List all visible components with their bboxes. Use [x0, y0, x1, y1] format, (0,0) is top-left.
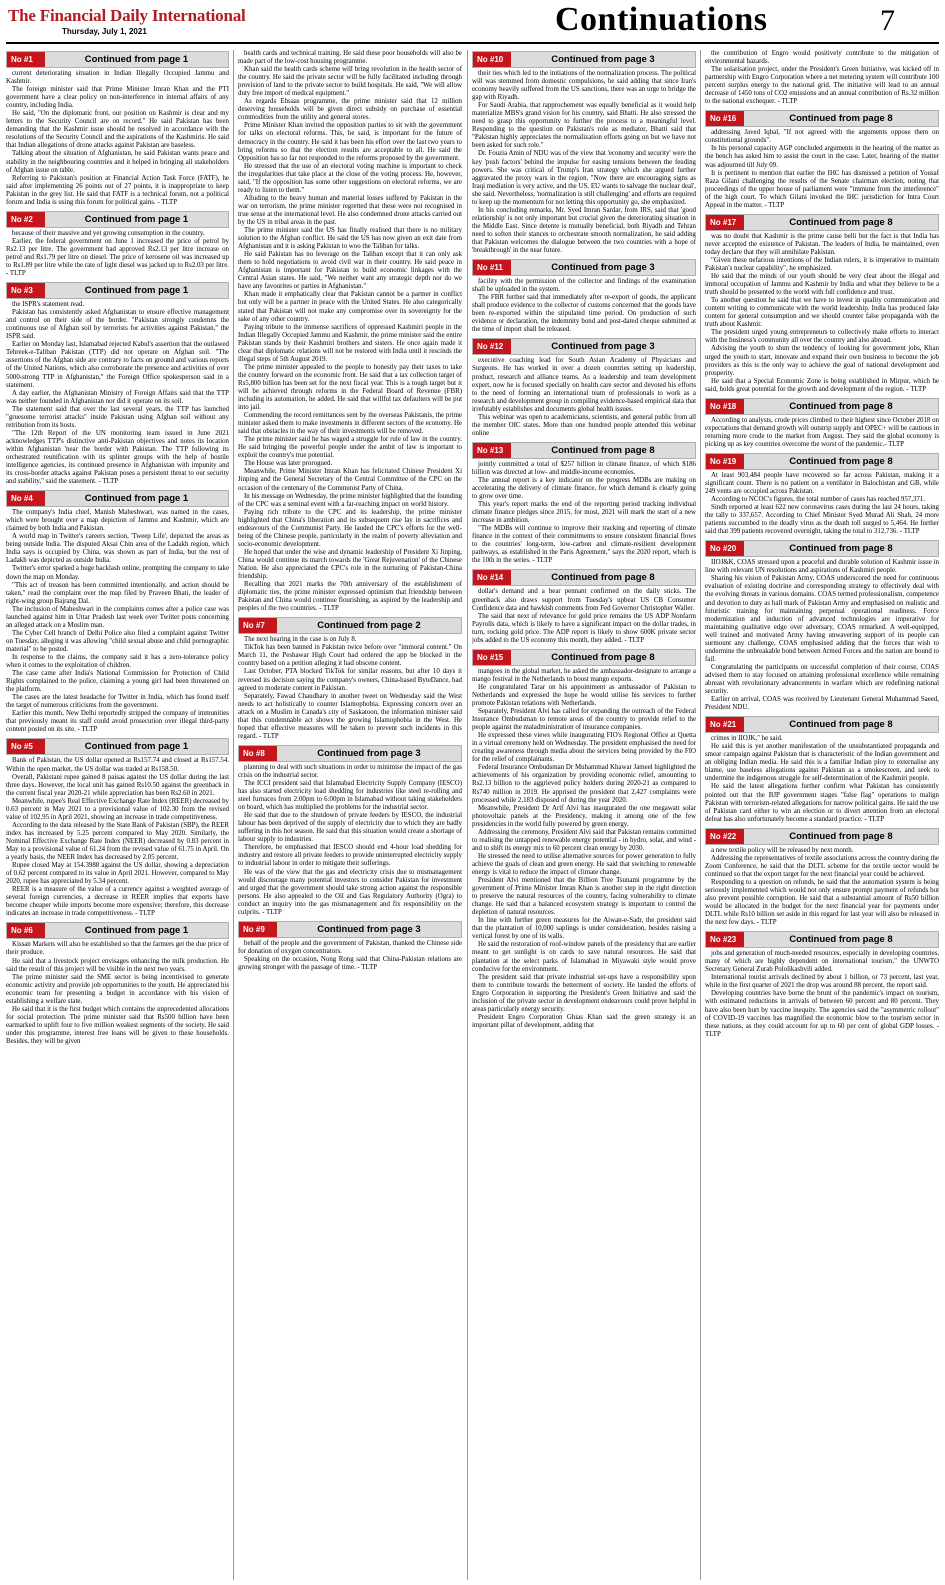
article-paragraph: Congratulating the participants on successful completion of their course, COAS advised them to stay focused on attaining professional excellence while remaining abreast with revolutionary advancements in warfare which are redefining national security.	[705, 663, 939, 696]
article-paragraph: dollar's demand and a bear pennant confirmed on the daily sticks. The greenback also draws support from Tuesday's upbeat US CB Consumer Confidence data and hawkish comments from Fed Governor Christopher Waller.	[472, 588, 696, 612]
article-number-badge: No #4	[7, 491, 45, 506]
article-header	[6, 922, 229, 939]
article-header	[472, 338, 696, 355]
article-number-badge: No #6	[7, 923, 45, 938]
article	[472, 442, 696, 566]
article-number-badge: No #13	[473, 443, 511, 458]
article-header	[472, 51, 696, 68]
article-header	[238, 921, 462, 938]
article	[238, 617, 462, 741]
article-continued-label: Continued from page 3	[551, 341, 655, 353]
article	[238, 745, 462, 917]
article-paragraph: because of their massive and yet growing consumption in the country.	[12, 229, 205, 237]
article-paragraph: He expressed these views while inaugurating FIO's Regional Office at Quetta in a virtual ceremony held on Wednesday. The president emphasised the need for creating awareness through media about the services being provided by the FIO for the relief of complainants.	[472, 732, 696, 764]
article-header	[705, 716, 939, 733]
article-paragraph: He said that due to the shutdown of private feeders by IESCO, the industrial labour has been deprived of the supply of electricity due to which they are badly suffering in this hot season. He said that this situation would create a shortage of labour supply to industries.	[238, 812, 462, 844]
article-paragraph: The president said that private industrial set-ups have a responsibility upon them to contribute towards the betterment of society. He lauded the efforts of Engro Corporation in supporting the President's Green Initiative and said the inclusion of the private sector in development endeavours could prove helpful in areas particularly energy security.	[472, 973, 696, 1013]
article-header	[705, 398, 939, 415]
article-paragraph: "Given these nefarious intentions of the Indian rulers, it is imperative to maintain Pakistan's nuclear capability", he emphasized.	[705, 256, 939, 272]
article-columns	[6, 50, 939, 1580]
article-paragraph: In line with further green measures for the Aiwan-e-Sadr, the president said that the plantation of 10,000 saplings is under consideration, besides raising a vertical forest by one of its walls.	[472, 917, 696, 941]
article-number-badge: No #21	[706, 717, 744, 732]
article-number-badge: No #7	[239, 618, 277, 633]
article-paragraph: It is pertinent to mention that earlier the IHC has dismissed a petition of Yousaf Raza Gilani challenging the results of the Senate chairman election, noting that proceedings of the upper house of parliament were "immune from the interference" of the high court. To which Gilani invoked the IHC jurisdiction for Intra Court Appeal in the matter. - TLTP	[705, 169, 939, 209]
article-paragraph: Dr. Fouzia Amin of NDU was of the view that 'economy and security' were the key 'push factors' behind the impulse for easing tensions between the feuding powers. She was critical of Trump's Iran strategy which she argued further aggravated the proxy wars in the region. "Now there are encouraging signs as Iraqi mediation is very active, and the US, EU wants to salvage the nuclear deal', she said. Nevertheless, 'normalization is still challenging' and efforts are required to keep up the momentum for not letting this opportunity go, she emphasized.	[472, 150, 696, 206]
article-continued-label: Continued from page 8	[789, 830, 893, 842]
article-paragraph: jointly committed a total of $257 billion in climate finance, of which $186 billion was directed at low- and middle-income economies.	[472, 460, 696, 476]
article-paragraph: Sharing his vision of Pakistan Army, COAS underscored the need for continuous evaluation of existing doctrine and corresponding strategy to effectively deal with the evolving threats in various domains. COAS termed professionalism, competence and devotion to duty as hall mark of Pakistan Army and emphasised on realistic and futuristic training for maintaining perpetual operational readiness. Force modernization and induction of advanced technologies are imperative for maintaining qualitative edge over adversary, COAS remarked. A well-equipped, well trained and motivated Army having unwavering support of its people can surmount any challenge, COAS emphasised adding that the forces that wish to undermine the unbreakable bond between Armed Forces and the nation are bound to fail.	[705, 575, 939, 663]
article	[705, 110, 939, 209]
article-body	[705, 847, 939, 927]
article-body	[472, 461, 696, 566]
article-paragraph: Referring to Pakistan's position at Financial Action Task Force (FATF), he said after implementing 26 points out of 27 points, it is inappropriate to keep Pakistan in the grey list. He said that FATF is a technical forum, not a political forum and India is using this forum for political gains. - TLTP	[6, 174, 229, 206]
article-paragraph: Meanwhile, rupee's Real Effective Exchange Rate Index (REER) decreased by 0.63 percent in May 2021 to a provisional value of 102.30 from the revised value of 102.95 in April 2021, showing an increase in trade competitiveness.	[6, 797, 229, 821]
article-body	[472, 357, 696, 437]
article-paragraph: Speaking on the occasion, Nong Rong said that China-Pakistan relations are growing stronger with the passage of time. - TLTP	[238, 955, 462, 971]
article-paragraph: Alluding to the heavy human and material losses suffered by Pakistan in the war on terrorism, the prime minister regretted that these were not recognised in true sense at the international level. He also condemned drone attacks carried out by the US in tribal areas in the past.	[238, 194, 462, 226]
article-paragraph: crimes in IIOJK," he said.	[711, 735, 783, 743]
article-header	[6, 211, 229, 228]
article-paragraph: the contribution of Engro would positively contribute to the mitigation of environmental hazards.	[705, 50, 939, 66]
article-body	[705, 233, 939, 394]
article-paragraph: He said that the minds of our youth should be very clear about the illegal and immoral occupation of Jammu and Kashmir by India and what they believe to be a truth should be presented to the world with full confidence and trust.	[705, 273, 939, 297]
article	[705, 398, 939, 449]
article-paragraph: He said that a livestock project envisages enhancing the milk production. He said the result of this project will be visible in the next two years.	[6, 957, 229, 973]
article-header	[6, 282, 229, 299]
article-paragraph: The cases are the latest headache for Twitter in India, which has found itself the target of numerous criticisms from the government.	[6, 694, 229, 710]
article-header	[705, 828, 939, 845]
article-header	[6, 490, 229, 507]
article-continued-label: Continued from page 3	[551, 262, 655, 274]
article-header	[6, 51, 229, 68]
article-continued-label: Continued from page 1	[84, 493, 189, 505]
article-paragraph: Separately, Fawad Chaudhary in another tweet on Wednesday said the West needs to act holistically to counter Islamophobia. Expressing concern over an attack on a Muslim in Canada's city of Saskatoon, the information minister said that this condemnable act shows the growing Islamophobia in the West. He hoped that effective measures will be taken to prevent such incidents in this regard. - TLTP	[238, 692, 462, 740]
article	[238, 921, 462, 972]
article-paragraph: He said Pakistan has no leverage on the Taliban except that it can only ask them to hold negotiations to avoid civil war in their country. He said peace in Afghanistan is important for Pakistan to build economic linkages with the Central Asian states. He said, "We neither want any strategic depth nor do we have any favourites or parties in Afghanistan."	[238, 251, 462, 291]
article-paragraph: The said that next of relevance for gold price remains the US ADP Nonfarm Payrolls data, which is likely to have a significant impact on the dollar trades, in turn, rocking gold price. The ADP report is likely to show 600K private sector jobs added to the US economy this month, they added. - TLTP	[472, 612, 696, 644]
article-paragraph: Overall, Pakistani rupee gained 8 paisas against the US dollar during the last three days. However, the local unit has gained Rs10.50 against the greenback in the current fiscal year 2020-21 while appreciation has been Rs2.60 in 2021.	[6, 773, 229, 797]
article	[238, 50, 462, 613]
article	[6, 922, 229, 1046]
newspaper-name: The Financial Daily International	[8, 6, 246, 25]
article-body	[472, 668, 696, 1030]
article-number-badge: No #20	[706, 541, 744, 556]
article-paragraph: Earlier, the federal government on June 1 increased the price of petrol by Rs2.13 per litre. The government had approved Rs2.13 per litre increase on petrol and Rs1.79 per litre on diesel. The price of kerosene oil was increased up to Rs1.89 per litre while the rate of light diesel was jacked up to Rs2.03 per litre. - TLTP	[6, 237, 229, 278]
article-paragraph: their ties which led to the initiations of the normalization process. The political will was stemmed from domestic compulsions, he said adding that since Iran's economy heavily suffered from the US sanctions, there was an urge to bridge the gap with Riyadh.	[472, 70, 696, 102]
article-number-badge: No #8	[239, 746, 277, 761]
article	[6, 51, 229, 207]
article-paragraph: According to analysts, crude prices climbed to their highest since October 2018 on expectations that demand growth will outstrip supply and OPEC+ will be cautious in returning more crude to the market from August. They said the global economy is picking up as key countries overcome the worst of the pandemic.- TLTP	[705, 416, 939, 448]
article-paragraph: Prime Minister Khan invited the opposition parties to sit with the government for talks on electoral reforms. This, he said, is important for the future of democracy in the country. He said it has been his effort over the last two years to bring reforms so that the election results are acceptable to all. He said the Opposition has so far not responded to the reforms proposed by the government.	[238, 122, 462, 162]
article-paragraph: Meanwhile, Prime Minister Imran Khan has felicitated Chinese President Xi Jinping and the General Secretary of the Central Committee of the CPC on the occasion of the centenary of the Communist Party of China.	[238, 468, 462, 492]
article-continued-label: Continued from page 8	[789, 113, 893, 125]
article-paragraph: "The MDBs will continue to improve their tracking and reporting of climate finance in the context of their commitments to ensure consistent financial flows to the countries' long-term, low-carbon and climate-resilient development pathways, as established in the Paris Agreement," says the 2020 report, which is the 10th in the series. - TLTP	[472, 525, 696, 565]
article	[472, 51, 696, 255]
article-number-badge: No #1	[7, 52, 45, 67]
article	[472, 259, 696, 334]
article	[705, 931, 939, 1039]
article-paragraph: He was of the view that the gas and electricity crisis due to mismanagement would discourage many potential investors to consider Pakistan for investment and urged that the government should take strong action against the responsible persons. He also appealed to the Oil and Gas Regulatory Authority (Ogra) to conduct an inquiry into the gas mismanagement and fix responsibility on the culprits. - TLTP	[238, 868, 462, 916]
article	[705, 50, 939, 106]
article-body	[705, 417, 939, 449]
column-divider	[467, 50, 468, 1580]
article-number-badge: No #9	[239, 922, 277, 937]
article-number-badge: No #22	[706, 829, 744, 844]
article-continued-label: Continued from page 8	[789, 400, 893, 412]
article-paragraph: He stressed the need to utilise alternative sources for power generation to fully achieve the goals of clean and green energy. He said that switching to renewable energy is vital to reduce the impact of climate change.	[472, 852, 696, 876]
article-paragraph: current deteriorating situation in Indian Illegally Occupied Jammu and Kashmir.	[6, 70, 229, 86]
article-continued-label: Continued from page 3	[551, 54, 655, 65]
article-paragraph: He said that a Special Economic Zone is being established in Mirpur, which he said, holds great potential for the growth and development of the region. - TLTP	[705, 377, 939, 393]
article-paragraph: Bank of Pakistan, the US dollar opened at Rs157.74 and closed at Rs157.54. Within the open market, the US dollar was traded at Rs158.50.	[6, 757, 229, 773]
article-paragraph: facility with the permission of the collector and findings of the examination shall be uploaded in the system.	[472, 278, 696, 294]
article-body	[6, 230, 229, 278]
article-continued-label: Continued from page 3	[317, 747, 421, 759]
article-number-badge: No #18	[706, 399, 744, 414]
article-paragraph: Khan made it emphatically clear that Pakistan cannot be a partner in conflict but only will be a partner in peace with the United States. He also categorically stated that Pakistan will not make any compromise over its sovereignty for the sake of any other country.	[238, 291, 462, 323]
section-title: Continuations	[555, 1, 768, 38]
column-1	[6, 50, 229, 1580]
article	[472, 569, 696, 644]
article-body	[705, 950, 939, 1039]
article-body	[472, 588, 696, 644]
article-body	[705, 472, 939, 536]
article-body	[705, 735, 939, 824]
article-paragraph: The House was later prorogued.	[244, 460, 333, 468]
article-header	[238, 617, 462, 634]
article-continued-label: Continued from page 1	[84, 213, 189, 225]
article-paragraph: "The 12th Report of the UN monitoring team issued in June 2021 acknowledges TTP's distinctive anti-Pakistan objectives and notes its location within Afghanistan 'near the border with Pakistan. The TTP following its orchestrated reunification with its splinter groups with the help of hostile intelligence agencies, its continued presence in Afghanistan with impunity and its cross-border attacks against Pakistan poses a persistent threat to our security and stability," said the statement. - TLTP	[6, 429, 229, 486]
article-paragraph: The solarisation project, under the President's Green Initiative, was kicked off in partnership with Engro Corporation where a net metering system will contribute 100 percent surplus energy to the national grid. The initiative will lead to an annual decrease of 1450 tons of CO2 emissions and an annual contribution of Rs.32 million to the national exchequer. - TLTP	[705, 66, 939, 106]
article-paragraph: International tourist arrivals declined by about 1 billion, or 73 percent, last year, while in the first quarter of 2021 the drop was around 88 percent, the report said.	[705, 974, 939, 990]
article	[705, 828, 939, 927]
article-paragraph: Responding to a question on refunds, he said that the automation system is being seriously implemented which would not only ensure prompt payment of refunds but also prevent possible corruption. He said that a substantial amount of Rs50 billion would be allocated in the budget for the next financial year for payments under DLTL while Rs10 billion set aside in this regard for last year will also be released in the next few days. - TLTP	[705, 878, 939, 927]
article-paragraph: As regards Ehsaas programme, the prime minister said that 12 million deserving households will be given direct subsidy on purchase of essential commodities from the utility and general stores.	[238, 98, 462, 122]
article-paragraph: The inclusion of Maheshwari in the complaints comes after a police case was launched against him in Uttar Pradesh last week over Twitter posts concerning an alleged attack on a Muslim man.	[6, 605, 229, 629]
article-number-badge: No #2	[7, 212, 45, 227]
article-paragraph: In response to the claims, the company said it has a zero-tolerance policy when it comes to the exploitation of children.	[6, 654, 229, 670]
article-paragraph: Federal Insurance Ombudsman Dr Muhammad Khawar Jameel highlighted the achievements of his organization by providing economic relief, amounting to Rs2.13 billion to the aggrieved policy holders during 2020-21 as compared to Rs740 million in 2019. He apprised the president that 2,427 complaints were processed while 2,183 disposed of during the year 2020.	[472, 764, 696, 804]
article-paragraph: Advising the youth to shun the tendency of looking for government jobs, Khan urged the youth to start, innovate and expand their own business to become the job providers as this is the only way to achieve the goal of national development and prosperity.	[705, 345, 939, 377]
column-3	[472, 50, 696, 1580]
article-body	[6, 941, 229, 1046]
article-number-badge: No #12	[473, 339, 511, 354]
page-number: 7	[880, 4, 895, 37]
article-paragraph: REER is a measure of the value of a currency against a weighted average of several foreign currencies, a decrease in REER implies that exports have become cheaper while imports become more expensive; therefore, this decrease indicates an increase in trade competitiveness. - TLTP	[6, 886, 229, 918]
article-body	[238, 50, 462, 613]
article-paragraph: He congratulated Tarar on his appointment as ambassador of Pakistan to Netherlands and expressed the hope he would utilise his services to further promote Pakistan relations with Netherlands.	[472, 683, 696, 707]
article-continued-label: Continued from page 8	[789, 719, 893, 731]
article-number-badge: No #15	[473, 650, 511, 665]
article-header	[705, 110, 939, 127]
article-paragraph: behalf of the people and the government of Pakistan, thanked the Chinese side for donation of oxygen concentrators.	[238, 939, 462, 955]
article-paragraph: Separately, President Alvi has called for expanding the outreach of the Federal Insurance Ombudsman to remote areas of the country to provide relief to the people against the maladministration of insurance companies.	[472, 708, 696, 732]
article-paragraph: Addressing the ceremony, President Alvi said that Pakistan remains committed to realising the untapped renewable energy potential - in hydro, solar, and wind - and to shift its energy mix to 60 percent clean energy by 2030.	[472, 828, 696, 852]
article-continued-label: Continued from page 8	[789, 455, 893, 467]
article	[705, 540, 939, 712]
article-continued-label: Continued from page 1	[84, 54, 189, 65]
article-paragraph: Earlier this month, New Delhi reportedly stripped the company of immunities that previously meant its staff could avoid prosecution over illegal third-party content posted on its site. - TLTP	[6, 710, 229, 734]
article-number-badge: No #19	[706, 454, 744, 469]
article-header	[472, 649, 696, 666]
column-divider	[233, 50, 234, 1580]
article-paragraph: Addressing the representatives of textile associations across the country during the Zoom Conference, he said that the DLTL scheme for the textile sector would be continued so that the export target for the next financial year could be achieved.	[705, 854, 939, 878]
article-number-badge: No #5	[7, 739, 45, 754]
article-header	[472, 259, 696, 276]
article-number-badge: No #11	[473, 260, 511, 275]
article-paragraph: addressing Javed Iqbal, "If not agreed with the arguments oppose them on constitutional grounds".	[705, 129, 939, 145]
article-continued-label: Continued from page 8	[789, 934, 893, 946]
article-paragraph: Therefore, he emphasised that IESCO should end 4-hour load shedding for industry and restore all private feeders to provide uninterrupted electricity supply to industrial labour in order to mitigate their sufferings.	[238, 844, 462, 868]
masthead-rule	[6, 42, 939, 44]
article-paragraph: He stressed that the use of an electoral voting machine is important to check the irregularities that take place at the close of the voting process. He, however, said, "If the opposition has some other suggestions on electoral reforms, we are ready to listen to them."	[238, 162, 462, 194]
article-paragraph: IIOJ&K, COAS stressed upon a peaceful and durable solution of Kashmir issue in line with relevant UN resolutions and aspirations of Kashmiri people.	[705, 559, 939, 575]
article-continued-label: Continued from page 8	[551, 572, 655, 584]
article-paragraph: Twitter's error sparked a huge backlash online, prompting the company to take down the map on Monday.	[6, 565, 229, 581]
article-paragraph: He said, "On the diplomatic front, our position on Kashmir is clear and my letters to the Security Council are on record." He said Pakistan has been demanding that the Kashmir issue should be resolved in accordance with the resolutions of the Security Council and the aspirations of the Kashmiris. He said that Indian allegations of drone attacks against Pakistan are baseless.	[6, 110, 229, 150]
article-number-badge: No #3	[7, 283, 45, 298]
article-paragraph: Commending the record remittances sent by the overseas Pakistanis, the prime minister asked them to make investments in different sectors of the economy. He said that obstacles in the way of their investments will be removed.	[238, 412, 462, 436]
article-header	[705, 453, 939, 470]
article-paragraph: Earlier on arrival, COAS was received by Lieutenant General Muhammad Saeed, President NDU.	[705, 696, 939, 712]
article-paragraph: Sindh reported at least 622 new coronavirus cases during the last 24 hours, taking the tally to 337,657. According to Chief Minister Syed Murad Ali Shah, 24 more patients succumbed to the deadly virus as the death toll surged to 5,464. He further said that 399 patients recovered overnight, taking the total to 312,736. - TLTP	[705, 504, 939, 536]
article-paragraph: Earlier on Monday last, Islamabad rejected Kabul's assertion that the outlawed Tehreek-e-Taliban Pakistan (TTP) did not operate on Afghan soil. "The assertions of the Afghan side are contrary to facts on ground and various reports of the United Nations, which also corroborate the presence and activities of over 5000-strong TTP in Afghanistan," the Foreign Office spokesperson said in a statement.	[6, 341, 229, 389]
article-paragraph: was no doubt that Kashmir is the prime cause belli but the fact is that India has never accepted the existence of Pakistan. The leaders of India, he maintained, even today declare that they will annihilate Pakistan.	[705, 232, 939, 256]
article-continued-label: Continued from page 8	[789, 216, 893, 228]
article-paragraph: The prime minister appealed to the people to honestly pay their taxes to take the country forward on the economic front. He said that a tax collection target of Rs5,800 billion has been set for the next fiscal year. This is a tough target but it will be achieved through reforms in the Federal Board of Revenue (FBR) including its automation, he added. He said that willful tax defaulters will be put into jail.	[238, 363, 462, 412]
article-header	[705, 214, 939, 231]
article-paragraph: He said the latest allegations further confirm what Pakistan has consistently pointed out that the BJP government stages "false flag" operations to malign Pakistan with terrorism-related allegations for narrow political gains. He said the use of Pakistan card either to win an election or to divert attention from an electoral defeat has also unfortunately become a standard practice. - TLTP	[705, 783, 939, 823]
article-number-badge: No #16	[706, 111, 744, 126]
article-body	[238, 764, 462, 917]
article-body	[238, 940, 462, 972]
column-2	[238, 50, 462, 1580]
article-paragraph: Talking about the situation of Afghanistan, he said Pakistan wants peace and stability in the neighbouring countries and it helped in bringing all stakeholders of Afghan issue on table.	[6, 150, 229, 174]
article-paragraph: The FBR further said that immediately after re-export of goods, the applicant shall produce evidence to the collector of customs concerned that the goods have been re-exported within the stipulated time period. On production of such evidence or declaration, the indemnity bond and post-dated cheque submitted at the time of import shall be released.	[472, 294, 696, 334]
article-paragraph: For Saudi Arabia, that rapprochement was equally beneficial as it would help materialize MBS's grand vision for his country, said Bhatti. He also stressed the need to grasp this opportunity to further the process to a meaningful level. Responding to the question on Pakistan's role as mediator, Bhatti said that "Pakistan highly appreciates the normalization efforts going on but we have not been asked for such role."	[472, 102, 696, 150]
article-paragraph: executive coaching lead for South Asian Academy of Physicians and Surgeons. He has worked in over a dozen countries setting up leadership, product, research and alliance teams. As a leadership and team development expert, now he is focused specially on health care sector and devoted his efforts to the need of forming an international team of professionals to work as a research and development group in compiling evidence-based empirical data that irrefutably establishes and documents global health issues.	[472, 357, 696, 413]
article-paragraph: This year's report marks the end of the reporting period tracking individual climate finance pledges since 2015, for most, 2021 will mark the start of a new increase in ambition.	[472, 501, 696, 525]
article-body	[238, 636, 462, 741]
article-body	[705, 129, 939, 209]
article-paragraph: The company's India chief, Manish Maheshwari, was named in the cases, which were brought over a map depiction of Jammu and Kashmir, which are claimed by both India and Pakistan.	[6, 509, 229, 533]
article-paragraph: Paying tribute to the immense sacrifices of oppressed Kashmiri people in the Indian Illegally Occupied Jammu and Kashmir, the prime minister said the entire Pakistan stands by their Kashmiri brothers and sisters. He once again made it clear that diplomatic relations will not be restored with India until it rescinds the illegal steps of 5th August 2019.	[238, 323, 462, 363]
article-paragraph: jobs and generation of much-needed resources, especially in developing countries, many of which are highly dependent on international tourism," the UNWTO Secretary General Zurab Pololikashvili added.	[705, 950, 939, 974]
article-paragraph: planning to deal with such situations in order to minimise the impact of the gas crisis on the industrial sector.	[238, 763, 462, 779]
article-header	[705, 931, 939, 948]
article-paragraph: health cards and technical training. He said these poor households will also be made part of the low-cost housing programme.	[238, 50, 462, 66]
article-paragraph: The prime minister said the US has finally realised that there is no military solution to the Afghan conflict. He said the US has now given an exit date from Afghanistan and it is asking Pakistan to woo the Taliban for talks.	[238, 227, 462, 251]
article-continued-label: Continued from page 8	[789, 543, 893, 555]
column-divider	[700, 50, 701, 1580]
masthead	[0, 0, 945, 46]
article-body	[472, 70, 696, 255]
article-continued-label: Continued from page 3	[317, 923, 421, 935]
column-4	[705, 50, 939, 1580]
article-continued-label: Continued from page 1	[84, 741, 189, 753]
article-paragraph: The case came after India's National Commission for Protection of Child Rights complained to the police, claiming a young girl had been threatened on the platform.	[6, 670, 229, 694]
article-paragraph: He said this is yet another manifestation of the unsubstantiated propaganda and smear campaign against Pakistan that is characteristic of the Indian government and an obliging Indian media. He said this is a familiar Indian ploy to externalise any blame, use baseless allegations against Pakistan as a smokescreen, and seek to undermine the indigenous struggle for self-determination of the Kashmiri people.	[705, 743, 939, 783]
article-paragraph: Khan said the health cards scheme will bring revolution in the health sector of the country. He said the private sector will be fully facilitated including through provision of land to the private sector to build hospitals. He said, "We will allow duty free import of medical equipment."	[238, 66, 462, 98]
article	[472, 649, 696, 1030]
article-paragraph: In his message on Wednesday, the prime minister highlighted that the founding of the CPC was a seminal event with a far-reaching impact on world history.	[238, 492, 462, 508]
article-paragraph: President Engro Corporation Ghias Khan said the green strategy is an important pillar of development, adding that	[472, 1013, 696, 1029]
article-paragraph: A day earlier, the Afghanistan Ministry of Foreign Affairs said that the TTP was neither founded in Afghanistan nor did it operate on its soil.	[6, 389, 229, 405]
article-paragraph: According to the data released by the State Bank of Pakistan (SBP), the REER index has increased by 5.25 percent compared to May 2020. Similarly, the Nominal Effective Exchange Rate Index (NEER) decreased by 0.83 percent in May to a provisional value of 61.24 from the revised value of 61.75 in April. On a yearly basis, the NEER Index has decreased by 2.05 percent.	[6, 821, 229, 862]
article-number-badge: No #14	[473, 570, 511, 585]
article-continued-label: Continued from page 8	[551, 651, 655, 663]
article-paragraph: mangoes in the global market, he asked the ambassador-designate to arrange a mango festival in the Netherlands to boost mango exports.	[472, 667, 696, 683]
article	[472, 338, 696, 437]
article	[6, 738, 229, 918]
article-number-badge: No #10	[473, 52, 511, 67]
article-paragraph: In his concluding remarks, Mr. Syed Imran Sardar, from IRS, said that 'good relationship' is not only important but crucial given the deteriorating situation in the Middle East. Since detente is mutually beneficial, both Riyadh and Tehran need to soften their stances to orchestrate smooth normalization, he said adding that Pakistan welcomes the dialogue between the two countries with a hope of 'breakthrough' in the near future.	[472, 206, 696, 255]
article	[705, 214, 939, 394]
article-paragraph: The prime minister said he has waged a struggle for rule of law in the country. He said bringing the powerful people under the ambit of law is important to exploit the country's true potential.	[238, 436, 462, 460]
article-paragraph: A world map in Twitter's careers section, 'Tweep Life', depicted the areas as being outside India. The disputed Aksai Chin area of the Ladakh region, which India says is occupied by China, was shown as part of India, but the rest of Ladakh was depicted as outside India.	[6, 533, 229, 565]
article-paragraph: The ICCI president said that Islamabad Electricity Supply Company (IESCO) has also started electricity load shedding for industries like steel re-rolling and steel furnaces from 2:00pm to 6:00pm in Islamabad without taking stakeholders on board, which has multiplied the problems for the industrial sector.	[238, 779, 462, 812]
article-body	[472, 278, 696, 334]
article-header	[238, 745, 462, 762]
article-continued-label: Continued from page 1	[84, 925, 189, 937]
article-header	[472, 569, 696, 586]
article-paragraph: He said the restoration of roof-window panels of the presidency that are earlier meant to get sunlight is on cards to save natural resources. He said that plantation at the select parks of Islamabad in Miyawaki style would prove conducive for the environment.	[472, 941, 696, 973]
article-paragraph: Last October, PTA blocked TikTok for similar reasons, but after 10 days it reversed its decision saying the company's owners, China-based ByteDance, had agreed to moderate content in Pakistan.	[238, 668, 462, 692]
article-paragraph: Meanwhile, President Dr Arif Alvi has inaugurated the one megawatt solar photovoltaic panels at the Presidency, making it among one of the few presidencies in the world fully powered by green energy.	[472, 804, 696, 828]
article-paragraph: The president urged young entrepreneurs to collectively make efforts to interact with the business's community all over the country and also abroad.	[705, 329, 939, 345]
article-paragraph: This webinar was open to academicians, scientists, and general public from all the member OIC states. More than one hundred people attended this webinar online	[472, 413, 696, 437]
article-body	[705, 559, 939, 712]
article-paragraph: According to NCOC's figures, the total number of cases has reached 957,371.	[711, 496, 926, 504]
article-header	[6, 738, 229, 755]
article	[705, 716, 939, 824]
article-paragraph: Rupee closed May at 154.3988 against the US dollar, showing a depreciation of 0.62 percent compared to its value in April 2021. However, compared to May 2020, rupee has appreciated by 5.34 percent.	[6, 862, 229, 886]
article-paragraph: To another question he said that we have to invest in quality communication and content writing to communicate with the world leadership. India has produced fake content for general consumption and we should counter false propaganda with the truth about Kashmir.	[705, 297, 939, 329]
article-paragraph: The Cyber Cell branch of Delhi Police also filed a complaint against Twitter on Tuesday, alleging it was allowing "child sexual abuse and child pornographic material" to be posted.	[6, 629, 229, 653]
article	[6, 490, 229, 734]
article-paragraph: The annual report is a key indicator on the progress MDBs are making on accelerating the delivery of climate finance, for which demand is clearly going to grow over time.	[472, 476, 696, 501]
article-paragraph: the ISPR's statement read.	[12, 301, 85, 309]
article-body	[6, 509, 229, 734]
article-continued-label: Continued from page 2	[317, 620, 421, 632]
article-number-badge: No #17	[706, 215, 744, 230]
article-continued-label: Continued from page 1	[84, 285, 189, 297]
article	[705, 453, 939, 536]
article-paragraph: He said that it is the first budget which contains the unprecedented allocations for social protection. The prime minister said that Rs500 billion have been earmarked to uplift four to five million weakest segments of the society. He said under this programme, interest free loans will be given to these households. Besides, they will be given	[6, 1005, 229, 1045]
issue-date: Thursday, July 1, 2021	[62, 27, 147, 36]
article-paragraph: President Alvi mentioned that the Billion Tree Tsunami programme by the government of Prime Minister Imran Khan is another step in the right direction to preserve the natural resources of the country, facing vulnerability to climate change. He said that a balanced ecosystem strategy is important to control the depletion of natural resources.	[472, 877, 696, 917]
article-paragraph: The statement said that over the last several years, the TTP has launched "gruesome terrorist attacks" inside Pakistan using Afghan soil without any retribution from its hosts.	[6, 405, 229, 429]
article-paragraph: The prime minister said the SME sector is being incentivised to generate economic activity and provide job opportunities to the youth. He appreciated his economic team for presenting a budget in accordance with his vision of establishing a welfare state.	[6, 973, 229, 1005]
article-paragraph: TikTok has been banned in Pakistan twice before over "immoral content." On March 11, the Peshawar High Court had ordered the app be blocked in the country based on a petition alleging it had obscene content.	[238, 644, 462, 668]
article-body	[6, 757, 229, 918]
article-body	[6, 301, 229, 486]
article-paragraph: The foreign minister said that Prime Minister Imran Khan and the PTI government have a clear policy on non-interference in internal affairs of any country, including India.	[6, 86, 229, 110]
article-paragraph: "This act of treason has been committed intentionally, and action should be taken," read the complaint over the map filed by Praveen Bhati, the leader of right-wing group Bajrang Dal.	[6, 581, 229, 605]
article	[6, 211, 229, 278]
article-paragraph: Pakistan has consistently asked Afghanistan to ensure effective management and control on their side of the border. "Pakistan strongly condemns the continuous use of Afghan soil by terrorists for activities against Pakistan," the ISPR said.	[6, 309, 229, 341]
article-header	[472, 442, 696, 459]
article-paragraph: In his personal capacity AGP concluded arguments in the hearing of the matter as the bench has asked him to assist the court in the case. Later, hearing of the matter was adjourned till July 09.	[705, 145, 939, 169]
article-paragraph: Paying rich tribute to the CPC and its leadership, the prime minister highlighted that China's liberation and its subsequent rise lay in sacrifices and endeavours of the Communist Party. He lauded the CPC's efforts for the well-being of the Chinese people, particularly in the realm of poverty alleviation and socio-economic development.	[238, 508, 462, 548]
article-paragraph: Recalling that 2021 marks the 70th anniversary of the establishment of diplomatic ties, the prime minister expressed optimism that friendship between Pakistan and China would continue flourishing, as aspired by the leadership and peoples of the two countries. - TLTP	[238, 581, 462, 613]
article-body	[6, 70, 229, 207]
article	[6, 282, 229, 486]
article-number-badge: No #23	[706, 932, 744, 947]
article-header	[705, 540, 939, 557]
article-paragraph: a new textile policy will be released by next month.	[711, 846, 854, 854]
article-paragraph: Developing countries have borne the brunt of the pandemic's impact on tourism, with estimated reductions in arrivals of between 60 percent and 80 percent. They have also been hurt by vaccine inequity. The agencies said the "asymmetric rollout" of COVID-19 vaccines has magnified the economic blow to the tourism sector in these nations, as they could account for up to 60 per cent of global GDP losses. - TLTP	[705, 990, 939, 1038]
article-paragraph: The next hearing in the case is on July 8.	[244, 636, 357, 644]
article-paragraph: He hoped that under the wise and dynamic leadership of President Xi Jinping, China would continue its march towards the 'Great Rejuvenation' of the Chinese Nation. He also appreciated the CPC's role in the nurturing of Pakistan-China friendship.	[238, 548, 462, 581]
article-paragraph: Kissan Markets will also be established so that the farmers get the due price of their produce.	[6, 941, 229, 957]
article-paragraph: At least 903,484 people have recovered so far across Pakistan, making it a significant count. There is no patient on a ventilator in Balochistan and GB, while 249 vents are occupied across Pakistan.	[705, 471, 939, 496]
article-continued-label: Continued from page 8	[551, 444, 655, 456]
article-body	[705, 50, 939, 106]
